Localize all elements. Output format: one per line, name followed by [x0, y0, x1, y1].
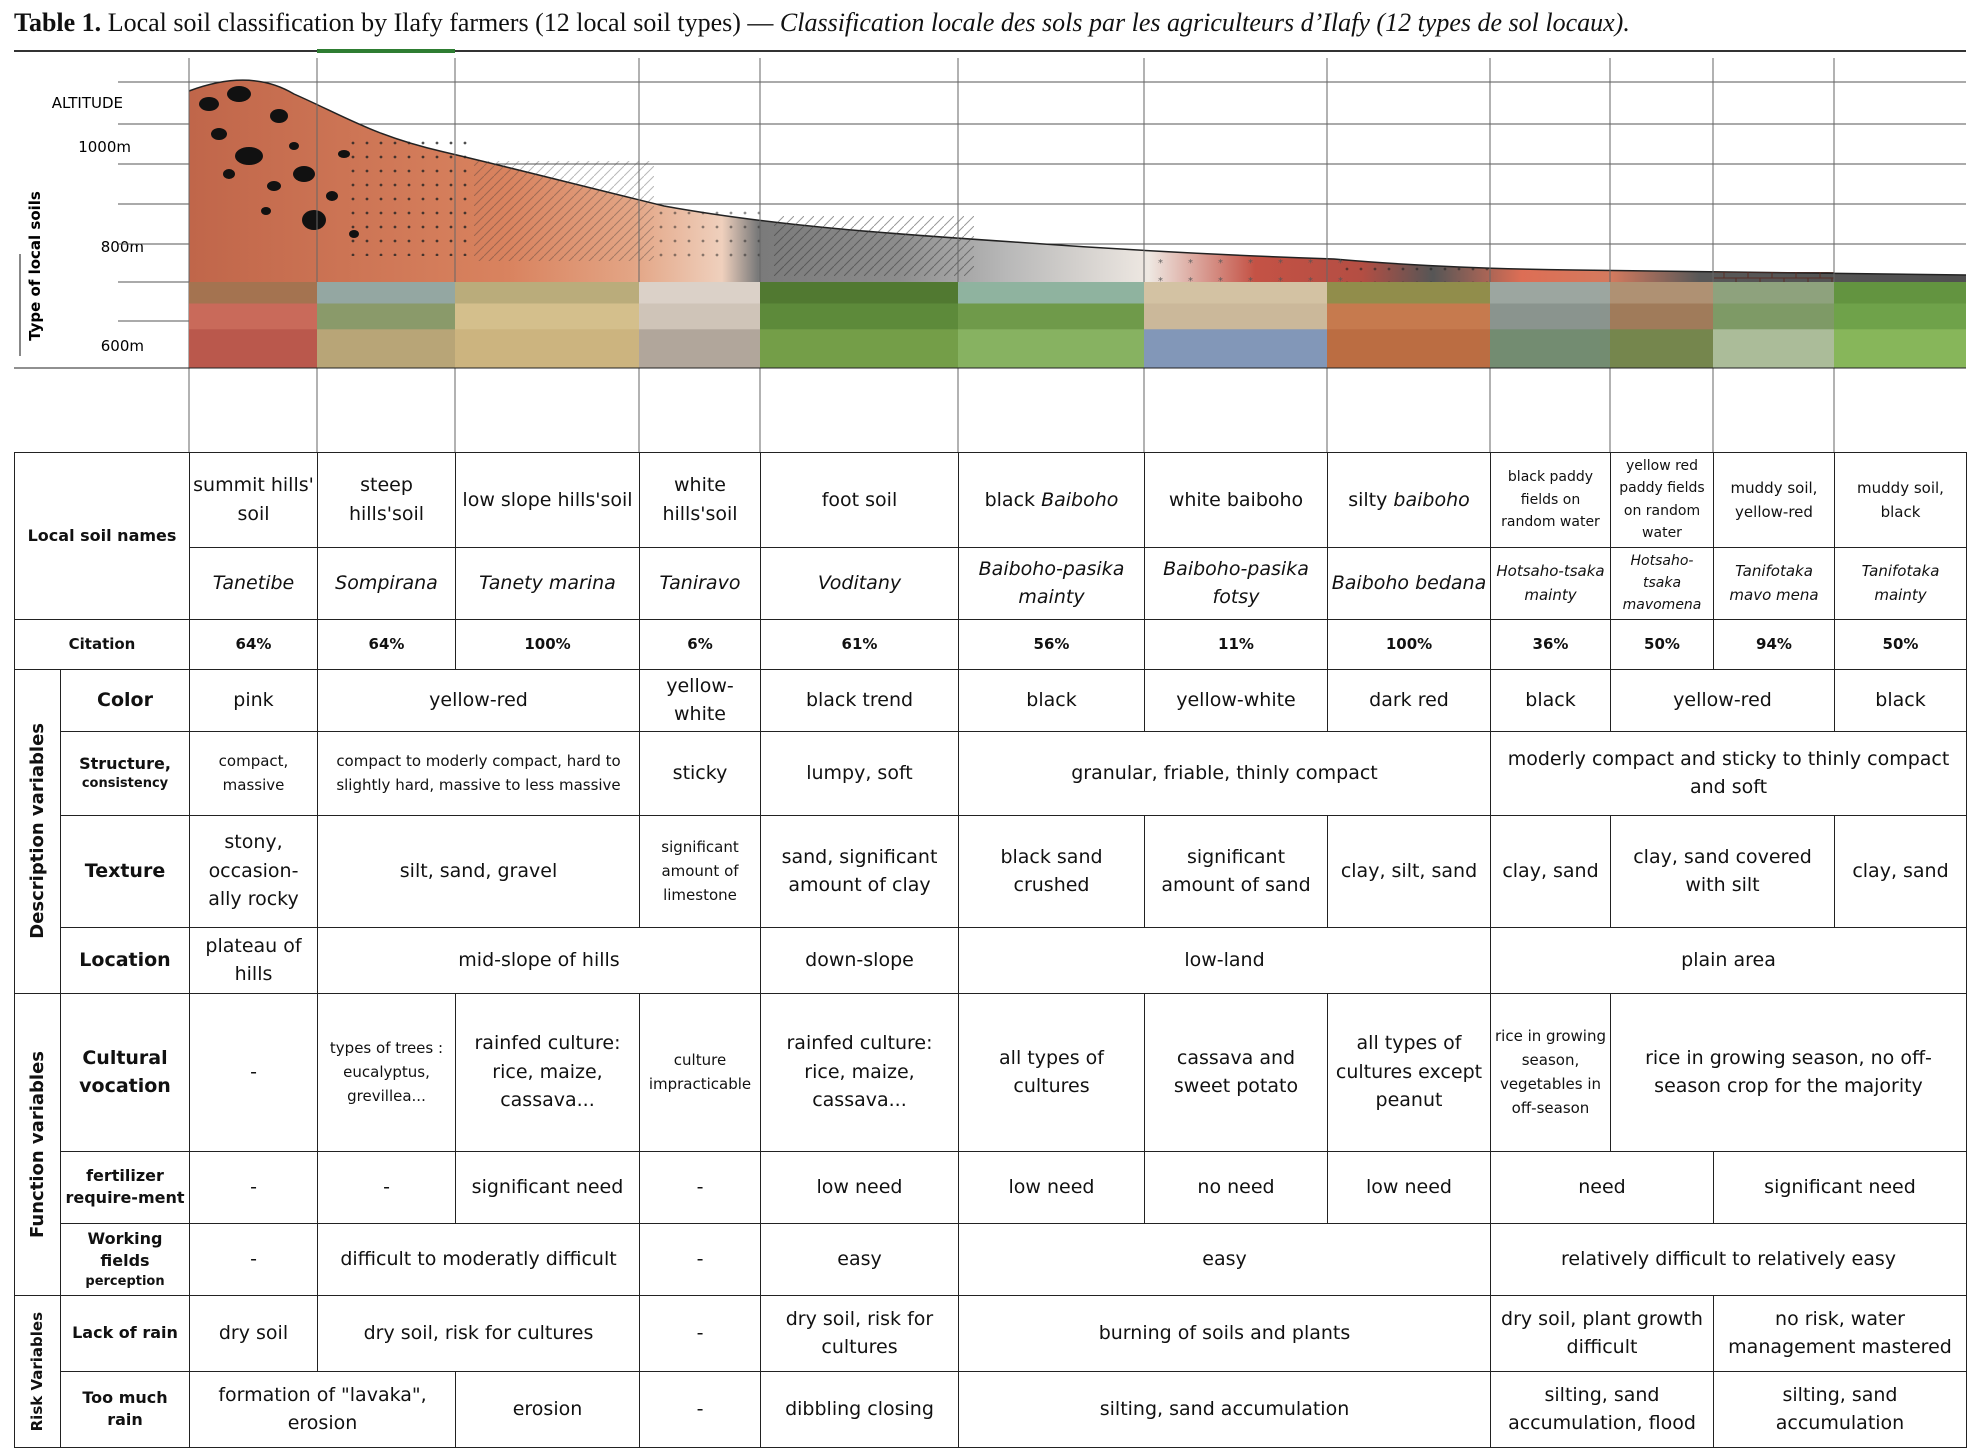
soil-photo-sky [1327, 282, 1490, 304]
header-cultural: Cultural vocation [61, 993, 190, 1151]
header-structure-label: Structure, [79, 753, 171, 773]
soil-name: summit hills' soil [190, 453, 318, 548]
color-value: black [1491, 669, 1611, 731]
soil-photo-sky [1610, 282, 1713, 304]
soil-photo-sky [455, 282, 639, 304]
working-value: easy [761, 1223, 959, 1295]
citation-value: 56% [959, 619, 1145, 669]
soil-name: steep hills'soil [318, 453, 456, 548]
group-label: Risk Variables [28, 1311, 47, 1431]
soil-photo-ground [1144, 329, 1327, 368]
soil-photo-ground [958, 329, 1144, 368]
texture-value: clay, silt, sand [1328, 815, 1491, 927]
local-name: Baiboho bedana [1328, 547, 1491, 619]
group-label: Function variables [27, 1050, 48, 1238]
cultural-value: cassava and sweet potato [1145, 993, 1328, 1151]
soil-name [959, 453, 1145, 548]
table-row-soil-names [15, 453, 1967, 548]
header-local-soil-names: Local soil names [15, 453, 190, 620]
citation-value: 64% [318, 619, 456, 669]
caption-label: Table 1. [14, 8, 102, 37]
group-risk-variables [15, 1295, 61, 1447]
lack-rain-value: dry soil, risk for cultures [318, 1295, 640, 1371]
fertilizer-value: - [318, 1151, 456, 1223]
color-value: dark red [1328, 669, 1491, 731]
header-structure-sub: consistency [81, 776, 169, 792]
soil-name: white baiboho [1145, 453, 1328, 548]
table-row-lack-of-rain [15, 1295, 1967, 1371]
fertilizer-value: significant need [456, 1151, 640, 1223]
cultural-value: types of trees : eucalyptus, grevillea... [318, 993, 456, 1151]
caption-english: Local soil classification by Ilafy farmers (12 local soil types) — [107, 8, 774, 37]
soil-photo-ground [455, 329, 639, 368]
citation-value: 100% [1328, 619, 1491, 669]
tick-1000m: 1000m [78, 138, 131, 156]
soil-photo-ground [760, 329, 958, 368]
soil-name: muddy soil, black [1835, 453, 1967, 548]
header-fertilizer: fertilizer require-ment [61, 1151, 190, 1223]
texture-value: significant amount of limestone [640, 815, 761, 927]
top-rule [14, 50, 1966, 52]
local-name: Tanety marina [456, 547, 640, 619]
soil-photo-sky [1834, 282, 1966, 304]
table-row-too-much-rain [15, 1371, 1967, 1447]
cultural-value: all types of cultures except peanut [1328, 993, 1491, 1151]
fertilizer-value: low need [959, 1151, 1145, 1223]
working-value: easy [959, 1223, 1491, 1295]
altitude-label: ALTITUDE [51, 94, 123, 112]
soil-photo-sky [639, 282, 760, 304]
header-working-sub: perception [85, 1273, 165, 1289]
tick-800m: 800m [100, 238, 144, 256]
citation-value: 6% [640, 619, 761, 669]
color-value: yellow-white [640, 669, 761, 731]
lack-rain-value: dry soil, plant growth difficult [1491, 1295, 1714, 1371]
table-row-fertilizer [15, 1151, 1967, 1223]
lack-rain-value: dry soil [190, 1295, 318, 1371]
header-too-much-rain: Too much rain [61, 1371, 190, 1447]
too-much-rain-value: erosion [456, 1371, 640, 1447]
header-structure [61, 731, 190, 815]
white-hills-dots [654, 206, 764, 266]
caption-french: Classification locale des sols par les agriculteurs d’Ilafy (12 types de sol locaux). [779, 8, 1630, 37]
table-row-working [15, 1223, 1967, 1295]
structure-value: compact, massive [190, 731, 318, 815]
color-value: yellow-white [1145, 669, 1328, 731]
soil-name: foot soil [761, 453, 959, 548]
soil-name: low slope hills'soil [456, 453, 640, 548]
too-much-rain-value: dibbling closing [761, 1371, 959, 1447]
soil-photo-sky [1144, 282, 1327, 304]
header-location: Location [61, 927, 190, 993]
color-value: yellow-red [318, 669, 640, 731]
local-name: Tanetibe [190, 547, 318, 619]
soil-name-prefix: black [984, 488, 1042, 511]
soil-photo-ground [189, 329, 317, 368]
local-name: Tanifotaka mainty [1835, 547, 1967, 619]
local-name: Sompirana [318, 547, 456, 619]
texture-value: sand, significant amount of clay [761, 815, 959, 927]
lack-rain-value: burning of soils and plants [959, 1295, 1491, 1371]
soil-photo-strip [14, 282, 1966, 368]
soil-name: yellow red paddy fields on random water [1611, 453, 1714, 548]
working-value: - [190, 1223, 318, 1295]
soil-photo-ground [1610, 329, 1713, 368]
citation-value: 94% [1714, 619, 1835, 669]
soil-photo-ground [1713, 329, 1834, 368]
soil-photo-ground [317, 329, 455, 368]
low-slope-hatch [474, 161, 654, 261]
soil-profile-figure [14, 56, 1966, 452]
header-color: Color [61, 669, 190, 731]
local-name: Hotsaho-tsaka mavomena [1611, 547, 1714, 619]
lack-rain-value: no risk, water management mastered [1714, 1295, 1967, 1371]
table-row-cultural [15, 993, 1967, 1151]
profile-ylabel: Type of local soils [26, 191, 44, 341]
cultural-value: culture impracticable [640, 993, 761, 1151]
table-caption [14, 8, 1964, 38]
cultural-value: all types of cultures [959, 993, 1145, 1151]
location-value: plain area [1491, 927, 1967, 993]
soil-photo-sky [317, 282, 455, 304]
texture-value: significant amount of sand [1145, 815, 1328, 927]
header-lack-of-rain: Lack of rain [61, 1295, 190, 1371]
too-much-rain-value: silting, sand accumulation [1714, 1371, 1967, 1447]
texture-value: clay, sand [1835, 815, 1967, 927]
texture-value: silt, sand, gravel [318, 815, 640, 927]
structure-value: granular, friable, thinly compact [959, 731, 1491, 815]
fertilizer-value: low need [761, 1151, 959, 1223]
soil-name: muddy soil, yellow-red [1714, 453, 1835, 548]
header-working [61, 1223, 190, 1295]
structure-value: sticky [640, 731, 761, 815]
working-value: relatively difficult to relatively easy [1491, 1223, 1967, 1295]
header-working-label: Working fields [87, 1228, 163, 1271]
too-much-rain-value: - [640, 1371, 761, 1447]
soil-photo-ground [1327, 329, 1490, 368]
too-much-rain-value: formation of "lavaka", erosion [190, 1371, 456, 1447]
texture-value: clay, sand covered with silt [1611, 815, 1835, 927]
fertilizer-value: - [190, 1151, 318, 1223]
color-value: black [1835, 669, 1967, 731]
header-citation: Citation [15, 619, 190, 669]
too-much-rain-value: silting, sand accumulation, flood [1491, 1371, 1714, 1447]
soil-photo-sky [760, 282, 958, 304]
foot-soil-hatch [774, 216, 974, 276]
soil-photo-sky [1490, 282, 1610, 304]
location-value: low-land [959, 927, 1491, 993]
soil-photo-ground [1834, 329, 1966, 368]
citation-value: 11% [1145, 619, 1328, 669]
accent-rule [317, 49, 455, 53]
color-value: black trend [761, 669, 959, 731]
location-value: down-slope [761, 927, 959, 993]
soil-name [1328, 453, 1491, 548]
fertilizer-value: - [640, 1151, 761, 1223]
color-value: pink [190, 669, 318, 731]
table-row-structure [15, 731, 1967, 815]
group-function-variables [15, 993, 61, 1295]
texture-value: stony, occasion-ally rocky [190, 815, 318, 927]
fertilizer-value: no need [1145, 1151, 1328, 1223]
soil-photo-ground [1490, 329, 1610, 368]
citation-value: 50% [1835, 619, 1967, 669]
soil-name: black paddy fields on random water [1491, 453, 1611, 548]
group-description-variables [15, 669, 61, 993]
cultural-value: rice in growing season, vegetables in off-season [1491, 993, 1611, 1151]
cultural-value: rainfed culture: rice, maize, cassava... [761, 993, 959, 1151]
texture-value: black sand crushed [959, 815, 1145, 927]
local-name: Baiboho-pasika mainty [959, 547, 1145, 619]
soil-photo-sky [1713, 282, 1834, 304]
working-value: difficult to moderatly difficult [318, 1223, 640, 1295]
table-row-citation [15, 619, 1967, 669]
texture-value: clay, sand [1491, 815, 1611, 927]
fertilizer-value: need [1491, 1151, 1714, 1223]
cultural-value: rainfed culture: rice, maize, cassava... [456, 993, 640, 1151]
structure-value: lumpy, soft [761, 731, 959, 815]
location-value: plateau of hills [190, 927, 318, 993]
soil-classification-table [14, 452, 1967, 1448]
tick-600m: 600m [100, 337, 144, 355]
soil-name-italic: Baiboho [1041, 488, 1119, 511]
table-row-color [15, 669, 1967, 731]
table-row-local-names [15, 547, 1967, 619]
structure-value: compact to moderly compact, hard to slightly hard, massive to less massive [318, 731, 640, 815]
cultural-value: - [190, 993, 318, 1151]
citation-value: 50% [1611, 619, 1714, 669]
header-texture: Texture [61, 815, 190, 927]
citation-value: 61% [761, 619, 959, 669]
table-row-texture [15, 815, 1967, 927]
local-name: Tanifotaka mavo mena [1714, 547, 1835, 619]
citation-value: 100% [456, 619, 640, 669]
color-value: yellow-red [1611, 669, 1835, 731]
too-much-rain-value: silting, sand accumulation [959, 1371, 1491, 1447]
lack-rain-value: - [640, 1295, 761, 1371]
soil-name-italic: baiboho [1393, 488, 1470, 511]
lack-rain-value: dry soil, risk for cultures [761, 1295, 959, 1371]
local-name: Taniravo [640, 547, 761, 619]
table-row-location [15, 927, 1967, 993]
citation-value: 36% [1491, 619, 1611, 669]
local-name: Baiboho-pasika fotsy [1145, 547, 1328, 619]
soil-photo-sky [958, 282, 1144, 304]
soil-name: white hills'soil [640, 453, 761, 548]
fertilizer-value: low need [1328, 1151, 1491, 1223]
working-value: - [640, 1223, 761, 1295]
color-value: black [959, 669, 1145, 731]
soil-photo-ground [639, 329, 760, 368]
cultural-value: rice in growing season, no off-season crop for the majority [1611, 993, 1967, 1151]
location-value: mid-slope of hills [318, 927, 761, 993]
local-name: Hotsaho-tsaka mainty [1491, 547, 1611, 619]
citation-value: 64% [190, 619, 318, 669]
local-name: Voditany [761, 547, 959, 619]
fertilizer-value: significant need [1714, 1151, 1967, 1223]
soil-name-prefix: silty [1348, 488, 1394, 511]
group-label: Description variables [27, 723, 48, 940]
soil-photo-sky [189, 282, 317, 304]
structure-value: moderly compact and sticky to thinly compact and soft [1491, 731, 1967, 815]
